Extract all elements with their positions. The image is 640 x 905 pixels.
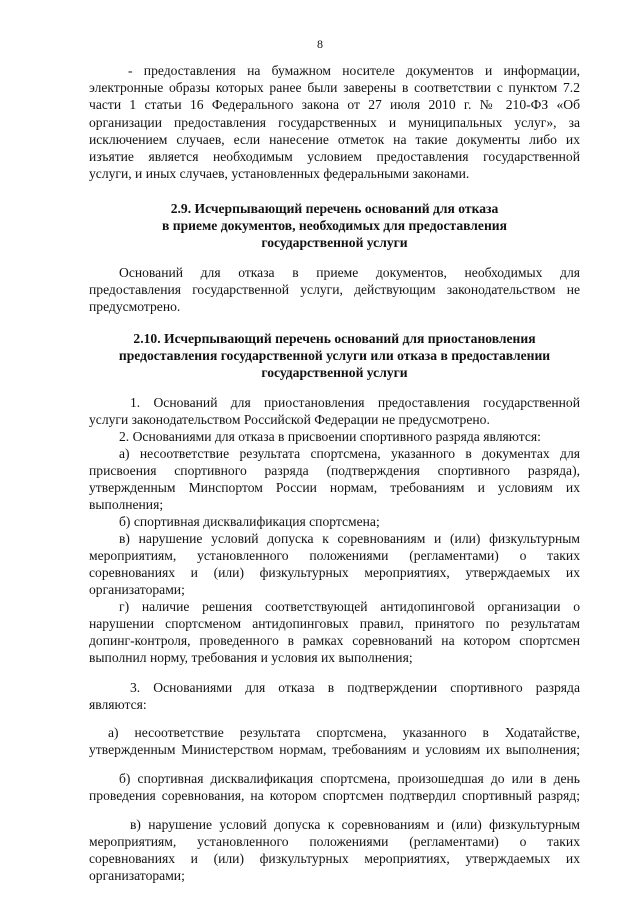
text-line: организации предоставления государственных и муниципальных услуг», за xyxy=(89,115,580,130)
text-line: - предоставления на бумажном носителе документов и информации, xyxy=(128,63,580,78)
text-line: соревнованиях и (или) физкультурных мероприятиях, утверждаемых их xyxy=(89,851,580,866)
heading-line: 2.9. Исчерпывающий перечень оснований для отказа xyxy=(170,201,499,216)
text-line: предусмотрено. xyxy=(89,299,181,314)
text-line: в) нарушение условий допуска к соревнованиям и (или) физкультурным xyxy=(119,531,580,546)
text-line: исключением случаев, если нанесение отметок на такие документы либо их xyxy=(89,132,580,147)
text-line: услуги законодательством Российской Федерации не предусмотрено. xyxy=(89,412,490,427)
text-line: услуги, и иных случаев, установленных федеральными законами. xyxy=(89,166,470,181)
text-line: 3. Основаниями для отказа в подтверждении спортивного разряда xyxy=(130,680,580,695)
text-line: организаторами; xyxy=(89,868,185,883)
text-line: организаторами; xyxy=(89,582,185,597)
text-line: допинг-контроля, проведенного в рамках соревнований на котором спортсмен xyxy=(89,633,580,648)
text-line: нарушении спортсменом антидопинговых правил, принятого по результатам xyxy=(89,616,580,631)
heading-line: предоставления государственной услуги или отказа в предоставлении xyxy=(118,348,551,363)
text-line: изъятие является необходимым условием предоставления государственной xyxy=(89,149,580,164)
text-line: б) спортивная дисквалификация спортсмена; xyxy=(119,514,380,529)
text-line: утвержденным Минспортом России нормам, требованиям и условиям их xyxy=(89,480,580,495)
text-line: Оснований для отказа в приеме документов, необходимых для xyxy=(119,265,580,280)
text-line: а) несоответствие результата спортсмена, указанного в Ходатайстве, xyxy=(108,725,580,740)
text-line: предоставления государственной услуги, действующим законодательством не xyxy=(89,282,580,297)
text-line: а) несоответствие результата спортсмена, указанного в документах для xyxy=(119,446,580,461)
heading-line: в приеме документов, необходимых для предоставления xyxy=(162,218,507,233)
text-line: выполнил норму, требования и условия их выполнения; xyxy=(89,650,413,665)
text-line: б) спортивная дисквалификация спортсмена, произошедшая до или в день xyxy=(119,771,580,786)
text-line: утвержденным Министерством нормам, требованиям и условиям их выполнения; xyxy=(89,742,580,757)
text-line: мероприятиям, установленного положениями (регламентами) о таких xyxy=(89,548,580,563)
text-line: в) нарушение условий допуска к соревнованиям и (или) физкультурным xyxy=(130,817,580,832)
text-line: являются: xyxy=(89,697,147,712)
heading-line: 2.10. Исчерпывающий перечень оснований для приостановления xyxy=(133,331,536,346)
text-line: присвоения спортивного разряда (подтверждения спортивного разряда), xyxy=(89,463,580,478)
heading-line: государственной услуги xyxy=(261,365,408,380)
text-line: 2. Основаниями для отказа в присвоении спортивного разряда являются: xyxy=(119,429,541,444)
text-line: мероприятиям, установленного положениями (регламентами) о таких xyxy=(89,834,580,849)
text-line: соревнованиях и (или) физкультурных мероприятиях, утверждаемых их xyxy=(89,565,580,580)
text-line: г) наличие решения соответствующей антидопинговой организации о xyxy=(119,599,580,614)
text-line: части 1 статьи 16 Федерального закона от 27 июля 2010 г. № 210-ФЗ «Об xyxy=(89,97,580,112)
text-line: проведения соревнования, на котором спортсмен подтвердил спортивный разряд; xyxy=(89,788,580,803)
heading-line: государственной услуги xyxy=(261,235,408,250)
page-number: 8 xyxy=(317,37,323,51)
text-line: электронные образы которых ранее были заверены в соответствии с пунктом 7.2 xyxy=(89,80,580,95)
text-line: 1. Оснований для приостановления предоставления государственной xyxy=(130,395,580,410)
text-line: выполнения; xyxy=(89,497,164,512)
